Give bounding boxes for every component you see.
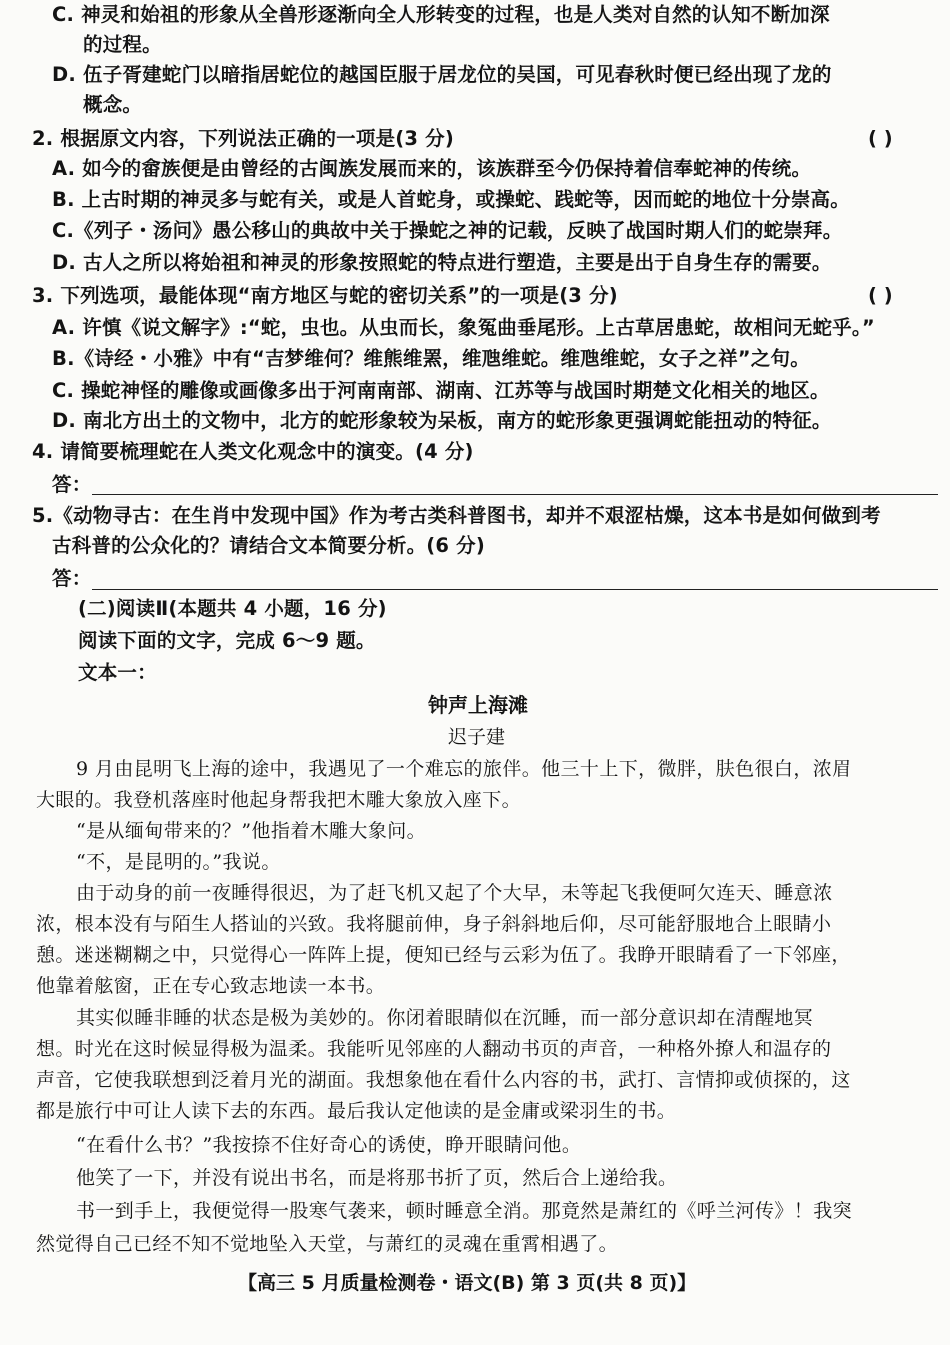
section2-heading: (二)阅读Ⅱ(本题共 4 小题，16 分) <box>78 597 387 620</box>
article-title: 钟声上海滩 <box>428 693 528 717</box>
article-line: 书一到手上，我便觉得一股寒气袭来，顿时睡意全消。那竟然是萧红的《呼兰河传》！我突 <box>76 1200 853 1222</box>
q4-stem: 4. 请简要梳理蛇在人类文化观念中的演变。(4 分) <box>32 440 474 463</box>
q4-answer-line[interactable] <box>92 494 938 495</box>
q2-stem: 2. 根据原文内容，下列说法正确的一项是(3 分) <box>32 127 454 150</box>
q1-option-c-line2: 的过程。 <box>83 33 162 56</box>
article-line: 由于动身的前一夜睡得很迟，为了赶飞机又起了个大早，未等起飞我便呵欠连天、睡意浓 <box>76 882 833 904</box>
q3-option-c: C. 操蛇神怪的雕像或画像多出于河南南部、湖南、江苏等与战国时期楚文化相关的地区。 <box>52 379 830 402</box>
article-line: “不，是昆明的。”我说。 <box>76 851 281 873</box>
article-line: 然觉得自己已经不知不觉地坠入天堂，与萧红的灵魂在重霄相遇了。 <box>36 1233 619 1255</box>
text-one-label: 文本一： <box>78 661 157 684</box>
article-author: 迟子建 <box>448 726 506 748</box>
q5-answer-line[interactable] <box>92 589 938 590</box>
q3-option-d: D. 南北方出土的文物中，北方的蛇形象较为呆板，南方的蛇形象更强调蛇能扭动的特征。 <box>52 409 832 432</box>
article-line: 他靠着舷窗，正在专心致志地读一本书。 <box>36 975 386 997</box>
q4-answer-label: 答： <box>52 473 92 496</box>
q2-answer-paren: ( ) <box>868 127 893 150</box>
q3-stem: 3. 下列选项，最能体现“南方地区与蛇的密切关系”的一项是(3 分) <box>32 284 618 307</box>
q5-stem-line2: 古科普的公众化的？请结合文本简要分析。(6 分) <box>52 534 485 557</box>
page-footer: 【高三 5 月质量检测卷・语文(B) 第 3 页(共 8 页)】 <box>238 1272 697 1294</box>
q5-stem-line1: 5.《动物寻古：在生肖中发现中国》作为考古类科普图书，却并不艰涩枯燥，这本书是如何做到考 <box>32 504 881 527</box>
article-line: 浓，根本没有与陌生人搭讪的兴致。我将腿前伸，身子斜斜地后仰，尽可能舒服地合上眼睛小 <box>36 913 832 935</box>
article-line: “在看什么书？”我按捺不住好奇心的诱使，睁开眼睛问他。 <box>76 1134 582 1156</box>
article-line: “是从缅甸带来的？”他指着木雕大象问。 <box>76 820 427 842</box>
article-line: 9 月由昆明飞上海的途中，我遇见了一个难忘的旅伴。他三十上下，微胖，肤色很白，浓眉 <box>76 758 852 780</box>
article-line: 憩。迷迷糊糊之中，只觉得心一阵阵上提，便知已经与云彩为伍了。我睁开眼睛看了一下邻座， <box>36 944 851 966</box>
q5-answer-label: 答： <box>52 567 92 590</box>
article-line: 他笑了一下，并没有说出书名，而是将那书折了页，然后合上递给我。 <box>76 1167 678 1189</box>
q2-option-a: A. 如今的畲族便是由曾经的古闽族发展而来的，该族群至今仍保持着信奉蛇神的传统。 <box>52 157 812 180</box>
q3-answer-paren: ( ) <box>868 284 893 307</box>
q1-option-c-line1: C. 神灵和始祖的形象从全兽形逐渐向全人形转变的过程，也是人类对自然的认知不断加深 <box>52 3 830 26</box>
section2-instruction: 阅读下面的文字，完成 6～9 题。 <box>78 629 376 652</box>
q3-option-a: A. 许慎《说文解字》:“蛇，虫也。从虫而长，象冤曲垂尾形。上古草居患蛇，故相问无蛇乎。” <box>52 316 875 339</box>
article-line: 声音，它使我联想到泛着月光的湖面。我想象他在看什么内容的书，武打、言情抑或侦探的，这 <box>36 1069 851 1091</box>
q1-option-d-line2: 概念。 <box>83 93 143 116</box>
q2-option-b: B. 上古时期的神灵多与蛇有关，或是人首蛇身，或操蛇、践蛇等，因而蛇的地位十分崇高。 <box>52 188 850 211</box>
q2-option-d: D. 古人之所以将始祖和神灵的形象按照蛇的特点进行塑造，主要是出于自身生存的需要。 <box>52 251 832 274</box>
article-line: 大眼的。我登机落座时他起身帮我把木雕大象放入座下。 <box>36 789 522 811</box>
article-line: 想。时光在这时候显得极为温柔。我能听见邻座的人翻动书页的声音，一种格外撩人和温存的 <box>36 1038 832 1060</box>
article-line: 其实似睡非睡的状态是极为美妙的。你闭着眼睛似在沉睡，而一部分意识却在清醒地冥 <box>76 1007 814 1029</box>
q2-option-c: C.《列子・汤问》愚公移山的典故中关于操蛇之神的记载，反映了战国时期人们的蛇崇拜。 <box>52 219 843 242</box>
article-line: 都是旅行中可让人读下去的东西。最后我认定他读的是金庸或梁羽生的书。 <box>36 1100 677 1122</box>
q3-option-b: B.《诗经・小雅》中有“吉梦维何？维熊维罴，维虺维蛇。维虺维蛇，女子之祥”之句。 <box>52 347 810 370</box>
q1-option-d-line1: D. 伍子胥建蛇门以暗指居蛇位的越国臣服于居龙位的吴国，可见春秋时便已经出现了龙的 <box>52 63 832 86</box>
